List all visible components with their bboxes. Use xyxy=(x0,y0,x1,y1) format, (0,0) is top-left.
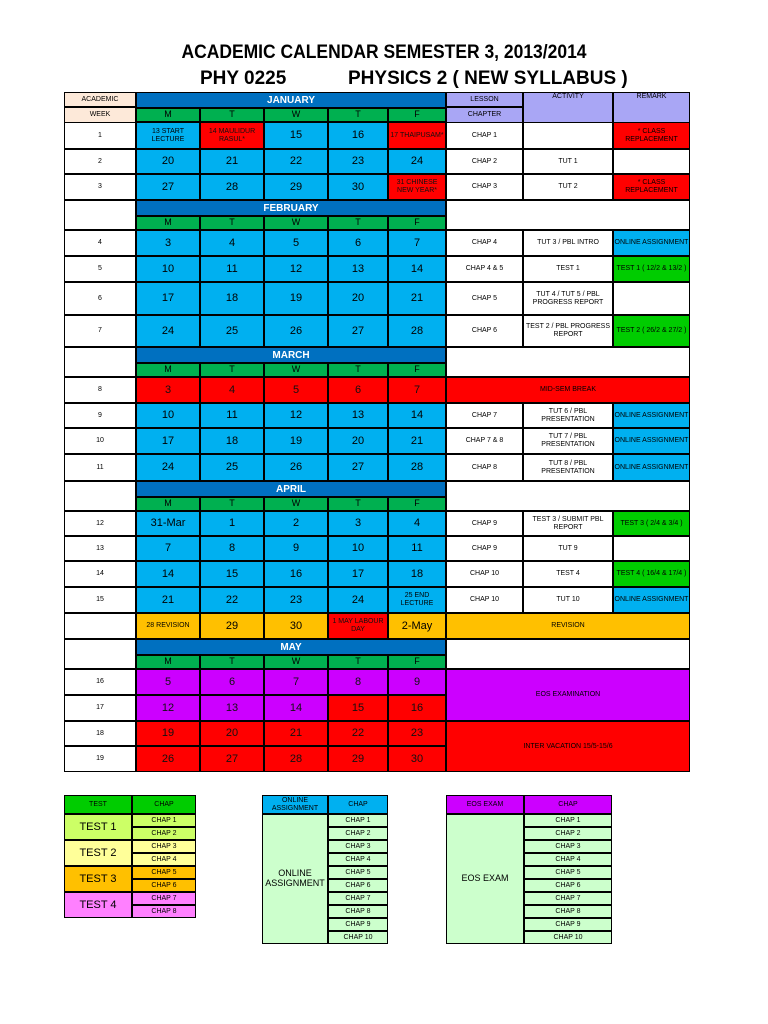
date-cell: 21 xyxy=(136,587,200,613)
spacer-cell xyxy=(64,200,136,230)
date-cell: 14 xyxy=(388,403,446,428)
date-cell: 27 xyxy=(328,454,388,481)
date-cell: 15 xyxy=(328,695,388,721)
chapter-cell: CHAP 7 & 8 xyxy=(446,428,523,454)
legend-online-chap: CHAP 2 xyxy=(328,827,388,840)
date-cell: 19 xyxy=(264,428,328,454)
legend-eos-chap: CHAP 4 xyxy=(524,853,612,866)
week-number: 10 xyxy=(64,428,136,454)
chapter-header: CHAPTER xyxy=(446,107,523,123)
legend-eos-chap-header: CHAP xyxy=(524,795,612,814)
week-number: 15 xyxy=(64,587,136,613)
month-header: FEBRUARY xyxy=(136,200,446,216)
legend-test-name: TEST 1 xyxy=(64,814,132,840)
activity-cell: TEST 1 xyxy=(523,256,613,282)
date-cell: 1 xyxy=(200,511,264,536)
activity-cell: TUT 9 xyxy=(523,536,613,561)
legend-test-chap: CHAP 1 xyxy=(132,814,196,827)
legend-test-chap: CHAP 7 xyxy=(132,892,196,905)
course-name: PHYSICS 2 ( NEW SYLLABUS ) xyxy=(348,68,628,89)
course-code: PHY 0225 xyxy=(200,68,287,89)
remark-cell: TEST 2 ( 26/2 & 27/2 ) xyxy=(613,315,690,347)
remark-header: REMARK xyxy=(613,92,690,123)
remark-cell xyxy=(613,282,690,315)
date-cell: 20 xyxy=(328,428,388,454)
page-title: ACADEMIC CALENDAR SEMESTER 3, 2013/2014 xyxy=(181,42,587,63)
legend-eos-chap: CHAP 3 xyxy=(524,840,612,853)
activity-cell: TUT 4 / TUT 5 / PBL PROGRESS REPORT xyxy=(523,282,613,315)
chapter-cell: CHAP 7 xyxy=(446,403,523,428)
date-cell: 27 xyxy=(200,746,264,772)
legend-online-chap: CHAP 9 xyxy=(328,918,388,931)
activity-cell: TUT 1 xyxy=(523,149,613,174)
date-cell: 22 xyxy=(200,587,264,613)
activity-cell: TEST 2 / PBL PROGRESS REPORT xyxy=(523,315,613,347)
date-cell: 26 xyxy=(264,315,328,347)
date-cell: 20 xyxy=(200,721,264,746)
date-cell: 17 THAIPUSAM* xyxy=(388,122,446,149)
day-header: W xyxy=(264,216,328,230)
date-cell: 28 REVISION xyxy=(136,613,200,639)
date-cell: 5 xyxy=(264,230,328,256)
day-header: F xyxy=(388,655,446,669)
date-cell: 7 xyxy=(136,536,200,561)
remark-cell xyxy=(613,536,690,561)
day-header: T xyxy=(200,216,264,230)
day-header: F xyxy=(388,497,446,511)
date-cell: 13 START LECTURE xyxy=(136,122,200,149)
legend-test-chap: CHAP 2 xyxy=(132,827,196,840)
note-cell xyxy=(446,200,690,230)
date-cell: 10 xyxy=(136,256,200,282)
lesson-header: LESSON xyxy=(446,92,523,107)
date-cell: 13 xyxy=(328,403,388,428)
legend-test-name: TEST 3 xyxy=(64,866,132,892)
remark-cell: TEST 4 ( 16/4 & 17/4 ) xyxy=(613,561,690,587)
date-cell: 16 xyxy=(388,695,446,721)
chapter-cell: CHAP 5 xyxy=(446,282,523,315)
date-cell: 24 xyxy=(136,315,200,347)
note-cell xyxy=(446,481,690,511)
legend-online-header: ONLINE ASSIGNMENT xyxy=(262,795,328,814)
legend-test-chap: CHAP 8 xyxy=(132,905,196,918)
date-cell: 20 xyxy=(328,282,388,315)
remark-cell: ONLINE ASSIGNMENT xyxy=(613,454,690,481)
week-number: 13 xyxy=(64,536,136,561)
legend-online-chap: CHAP 6 xyxy=(328,879,388,892)
date-cell: 19 xyxy=(136,721,200,746)
date-cell: 24 xyxy=(136,454,200,481)
day-header: T xyxy=(328,108,388,122)
date-cell: 7 xyxy=(388,230,446,256)
week-number: 3 xyxy=(64,174,136,200)
month-header: MARCH xyxy=(136,347,446,363)
date-cell: 12 xyxy=(136,695,200,721)
day-header: M xyxy=(136,363,200,377)
activity-cell: TUT 10 xyxy=(523,587,613,613)
event-span: INTER VACATION 15/5-15/6 xyxy=(446,721,690,772)
date-cell: 25 END LECTURE xyxy=(388,587,446,613)
legend-eos-chap: CHAP 1 xyxy=(524,814,612,827)
week-number: 12 xyxy=(64,511,136,536)
legend-online-label: ONLINE ASSIGNMENT xyxy=(262,814,328,944)
legend-online-chap: CHAP 5 xyxy=(328,866,388,879)
date-cell: 17 xyxy=(136,428,200,454)
date-cell: 29 xyxy=(200,613,264,639)
date-cell: 16 xyxy=(264,561,328,587)
date-cell: 16 xyxy=(328,122,388,149)
date-cell: 28 xyxy=(388,315,446,347)
activity-cell: TUT 6 / PBL PRESENTATION xyxy=(523,403,613,428)
event-span: EOS EXAMINATION xyxy=(446,669,690,721)
date-cell: 24 xyxy=(388,149,446,174)
day-header: T xyxy=(200,497,264,511)
week-number: 19 xyxy=(64,746,136,772)
day-header: F xyxy=(388,363,446,377)
spacer-cell xyxy=(64,347,136,377)
spacer-cell xyxy=(64,481,136,511)
day-header: T xyxy=(200,363,264,377)
date-cell: 3 xyxy=(136,230,200,256)
date-cell: 9 xyxy=(264,536,328,561)
date-cell: 30 xyxy=(388,746,446,772)
day-header: T xyxy=(200,108,264,122)
date-cell: 14 xyxy=(264,695,328,721)
legend-test-name: TEST 4 xyxy=(64,892,132,918)
chapter-cell: CHAP 9 xyxy=(446,511,523,536)
date-cell: 6 xyxy=(200,669,264,695)
chapter-cell: CHAP 3 xyxy=(446,174,523,200)
date-cell: 11 xyxy=(200,403,264,428)
week-number: 8 xyxy=(64,377,136,403)
date-cell: 4 xyxy=(200,377,264,403)
legend-online-chap: CHAP 8 xyxy=(328,905,388,918)
legend-test-chap: CHAP 3 xyxy=(132,840,196,853)
date-cell: 25 xyxy=(200,454,264,481)
day-header: T xyxy=(200,655,264,669)
date-cell: 14 MAULIDUR RASUL* xyxy=(200,122,264,149)
legend-online-chap: CHAP 10 xyxy=(328,931,388,944)
date-cell: 21 xyxy=(200,149,264,174)
date-cell: 14 xyxy=(136,561,200,587)
date-cell: 15 xyxy=(200,561,264,587)
week-number xyxy=(64,613,136,639)
date-cell: 5 xyxy=(264,377,328,403)
date-cell: 10 xyxy=(328,536,388,561)
week-number: 18 xyxy=(64,721,136,746)
week-number: 14 xyxy=(64,561,136,587)
day-header: W xyxy=(264,108,328,122)
legend-eos-chap: CHAP 8 xyxy=(524,905,612,918)
legend-eos-chap: CHAP 6 xyxy=(524,879,612,892)
date-cell: 6 xyxy=(328,230,388,256)
week-number: 16 xyxy=(64,669,136,695)
week-number: 2 xyxy=(64,149,136,174)
date-cell: 3 xyxy=(136,377,200,403)
legend-test-chap: CHAP 5 xyxy=(132,866,196,879)
date-cell: 10 xyxy=(136,403,200,428)
legend-chap-header: CHAP xyxy=(132,795,196,814)
date-cell: 27 xyxy=(328,315,388,347)
day-header: T xyxy=(328,216,388,230)
date-cell: 23 xyxy=(264,587,328,613)
remark-cell: ONLINE ASSIGNMENT xyxy=(613,403,690,428)
date-cell: 11 xyxy=(200,256,264,282)
date-cell: 31 CHINESE NEW YEAR* xyxy=(388,174,446,200)
legend-eos-chap: CHAP 2 xyxy=(524,827,612,840)
chapter-cell: CHAP 4 xyxy=(446,230,523,256)
date-cell: 13 xyxy=(200,695,264,721)
legend-online-chap-header: CHAP xyxy=(328,795,388,814)
date-cell: 8 xyxy=(200,536,264,561)
day-header: M xyxy=(136,108,200,122)
date-cell: 25 xyxy=(200,315,264,347)
date-cell: 7 xyxy=(264,669,328,695)
activity-cell: TUT 7 / PBL PRESENTATION xyxy=(523,428,613,454)
date-cell: 26 xyxy=(264,454,328,481)
note-cell xyxy=(446,347,690,377)
date-cell: 12 xyxy=(264,256,328,282)
day-header: W xyxy=(264,363,328,377)
legend-eos-header: EOS EXAM xyxy=(446,795,524,814)
date-cell: 4 xyxy=(388,511,446,536)
day-header: F xyxy=(388,108,446,122)
day-header: M xyxy=(136,497,200,511)
date-cell: 30 xyxy=(264,613,328,639)
day-header: W xyxy=(264,655,328,669)
date-cell: 9 xyxy=(388,669,446,695)
week-number: 9 xyxy=(64,403,136,428)
date-cell: 13 xyxy=(328,256,388,282)
date-cell: 18 xyxy=(388,561,446,587)
date-cell: 21 xyxy=(388,428,446,454)
remark-cell: * CLASS REPLACEMENT xyxy=(613,122,690,149)
date-cell: 5 xyxy=(136,669,200,695)
month-header: MAY xyxy=(136,639,446,655)
date-cell: 20 xyxy=(136,149,200,174)
remark-cell: ONLINE ASSIGNMENT xyxy=(613,587,690,613)
date-cell: 12 xyxy=(264,403,328,428)
legend-online-chap: CHAP 7 xyxy=(328,892,388,905)
legend-eos-chap: CHAP 10 xyxy=(524,931,612,944)
week-number: 4 xyxy=(64,230,136,256)
week-header: WEEK xyxy=(64,107,136,123)
legend-eos-chap: CHAP 5 xyxy=(524,866,612,879)
academic-header: ACADEMIC xyxy=(64,92,136,107)
legend-test-name: TEST 2 xyxy=(64,840,132,866)
legend-test-chap: CHAP 6 xyxy=(132,879,196,892)
activity-cell: TUT 8 / PBL PRESENTATION xyxy=(523,454,613,481)
month-header: JANUARY xyxy=(136,92,446,108)
remark-cell: ONLINE ASSIGNMENT xyxy=(613,428,690,454)
activity-cell xyxy=(523,122,613,149)
date-cell: 23 xyxy=(388,721,446,746)
date-cell: 28 xyxy=(200,174,264,200)
event-span: MID-SEM BREAK xyxy=(446,377,690,403)
date-cell: 19 xyxy=(264,282,328,315)
date-cell: 29 xyxy=(264,174,328,200)
legend-online-chap: CHAP 3 xyxy=(328,840,388,853)
date-cell: 4 xyxy=(200,230,264,256)
date-cell: 28 xyxy=(264,746,328,772)
chapter-cell: CHAP 8 xyxy=(446,454,523,481)
date-cell: 14 xyxy=(388,256,446,282)
chapter-cell: CHAP 10 xyxy=(446,561,523,587)
date-cell: 29 xyxy=(328,746,388,772)
date-cell: 26 xyxy=(136,746,200,772)
activity-cell: TUT 2 xyxy=(523,174,613,200)
date-cell: 18 xyxy=(200,428,264,454)
day-header: T xyxy=(328,655,388,669)
date-cell: 17 xyxy=(136,282,200,315)
date-cell: 23 xyxy=(328,149,388,174)
activity-cell: TUT 3 / PBL INTRO xyxy=(523,230,613,256)
date-cell: 6 xyxy=(328,377,388,403)
date-cell: 1 MAY LABOUR DAY xyxy=(328,613,388,639)
date-cell: 3 xyxy=(328,511,388,536)
legend-eos-chap: CHAP 9 xyxy=(524,918,612,931)
week-number: 5 xyxy=(64,256,136,282)
day-header: T xyxy=(328,363,388,377)
legend-online-chap: CHAP 4 xyxy=(328,853,388,866)
note-cell xyxy=(446,639,690,669)
week-number: 1 xyxy=(64,122,136,149)
spacer-cell xyxy=(64,639,136,669)
date-cell: 24 xyxy=(328,587,388,613)
legend-online-chap: CHAP 1 xyxy=(328,814,388,827)
chapter-cell: CHAP 6 xyxy=(446,315,523,347)
date-cell: 15 xyxy=(264,122,328,149)
date-cell: 27 xyxy=(136,174,200,200)
activity-cell: TEST 3 / SUBMIT PBL REPORT xyxy=(523,511,613,536)
week-number: 11 xyxy=(64,454,136,481)
day-header: T xyxy=(328,497,388,511)
chapter-cell: CHAP 10 xyxy=(446,587,523,613)
remark-cell: TEST 1 ( 12/2 & 13/2 ) xyxy=(613,256,690,282)
week-number: 7 xyxy=(64,315,136,347)
activity-header: ACTIVITY xyxy=(523,92,613,123)
activity-cell: TEST 4 xyxy=(523,561,613,587)
date-cell: 22 xyxy=(328,721,388,746)
date-cell: 30 xyxy=(328,174,388,200)
legend-test-header: TEST xyxy=(64,795,132,814)
week-number: 17 xyxy=(64,695,136,721)
day-header: F xyxy=(388,216,446,230)
week-number: 6 xyxy=(64,282,136,315)
date-cell: 21 xyxy=(388,282,446,315)
month-header: APRIL xyxy=(136,481,446,497)
chapter-cell: CHAP 2 xyxy=(446,149,523,174)
legend-eos-chap: CHAP 7 xyxy=(524,892,612,905)
remark-cell: ONLINE ASSIGNMENT xyxy=(613,230,690,256)
date-cell: 21 xyxy=(264,721,328,746)
legend-test-chap: CHAP 4 xyxy=(132,853,196,866)
date-cell: 7 xyxy=(388,377,446,403)
date-cell: 2 xyxy=(264,511,328,536)
day-header: M xyxy=(136,655,200,669)
date-cell: 22 xyxy=(264,149,328,174)
date-cell: 28 xyxy=(388,454,446,481)
remark-cell xyxy=(613,149,690,174)
day-header: M xyxy=(136,216,200,230)
date-cell: 11 xyxy=(388,536,446,561)
date-cell: 31-Mar xyxy=(136,511,200,536)
legend-eos-label: EOS EXAM xyxy=(446,814,524,944)
date-cell: 17 xyxy=(328,561,388,587)
date-cell: 2-May xyxy=(388,613,446,639)
remark-cell: * CLASS REPLACEMENT xyxy=(613,174,690,200)
chapter-cell: CHAP 1 xyxy=(446,122,523,149)
event-span: REVISION xyxy=(446,613,690,639)
date-cell: 18 xyxy=(200,282,264,315)
day-header: W xyxy=(264,497,328,511)
date-cell: 8 xyxy=(328,669,388,695)
chapter-cell: CHAP 4 & 5 xyxy=(446,256,523,282)
chapter-cell: CHAP 9 xyxy=(446,536,523,561)
remark-cell: TEST 3 ( 2/4 & 3/4 ) xyxy=(613,511,690,536)
